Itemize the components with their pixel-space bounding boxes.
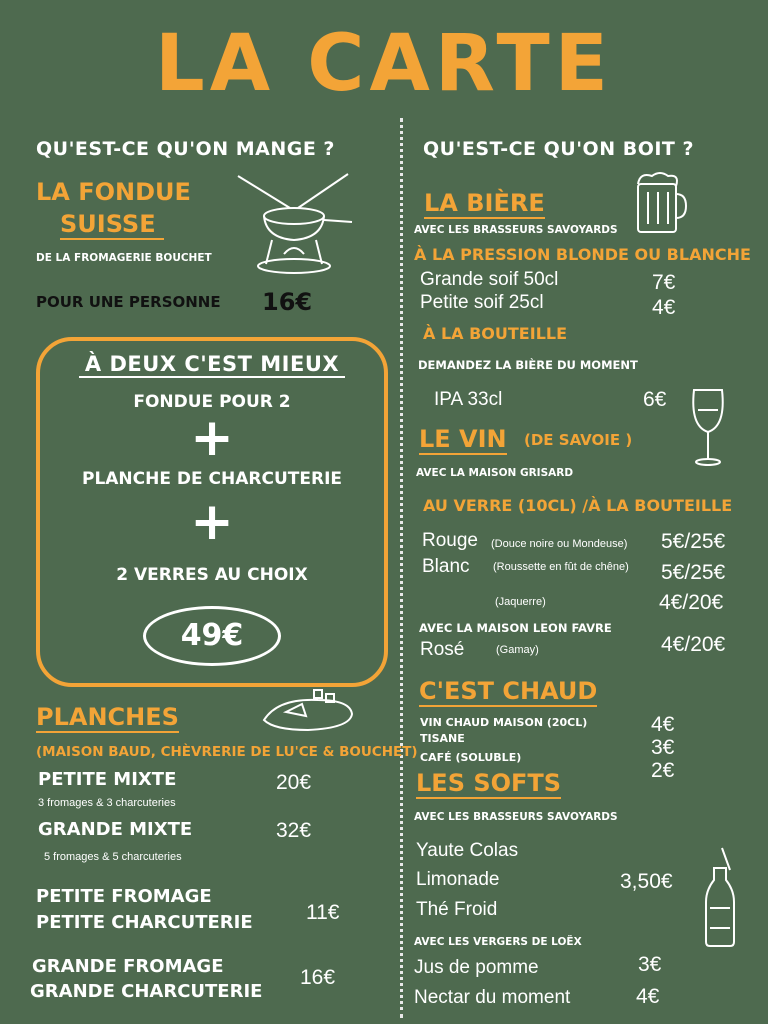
petite-charcuterie: PETITE CHARCUTERIE: [36, 912, 253, 933]
jus-pomme-price: 3€: [638, 953, 662, 976]
ipa-price: 6€: [643, 388, 667, 411]
biere-pression: À LA PRESSION BLONDE OU BLANCHE: [414, 245, 751, 264]
deux-price: 49€: [180, 618, 244, 653]
grande-price: 16€: [300, 966, 336, 989]
per-person-price: 16€: [262, 288, 313, 316]
fondue-title-1: LA FONDUE: [36, 178, 191, 206]
petite-price: 11€: [306, 901, 340, 924]
blanc-note: (Roussette en fût de chêne): [493, 561, 629, 573]
petite-mixte: PETITE MIXTE: [38, 769, 177, 790]
jaquerre-price: 4€/20€: [659, 591, 724, 614]
chaud-tisane: TISANE: [420, 732, 465, 745]
deux-title: [36, 352, 388, 376]
chaud-vin-price: 4€: [651, 713, 675, 736]
vin-title: LE VIN: [419, 425, 507, 453]
soft-limonade: Limonade: [416, 869, 500, 890]
biere-title: LA BIÈRE: [424, 189, 545, 217]
softs-source: AVEC LES BRASSEURS SAVOYARDS: [414, 811, 618, 823]
jus-pomme: Jus de pomme: [414, 957, 539, 978]
fondue-pot-icon: [228, 168, 358, 278]
page-title: LA CARTE: [155, 19, 613, 109]
deux-line-2: PLANCHE DE CHARCUTERIE: [81, 469, 343, 489]
beer-mug-icon: [634, 170, 688, 236]
fondue-source: DE LA FROMAGERIE BOUCHET: [36, 252, 212, 264]
plus-icon: +: [190, 408, 234, 468]
grande-mixte-desc: 5 fromages & 5 charcuteries: [44, 851, 182, 863]
biere-source: AVEC LES BRASSEURS SAVOYARDS: [414, 224, 618, 236]
grande-charcuterie: GRANDE CHARCUTERIE: [30, 981, 263, 1002]
chaud-title: C'EST CHAUD: [419, 677, 598, 705]
grande-soif-price: 7€: [652, 271, 676, 294]
per-person-label: POUR UNE PERSONNE: [36, 293, 221, 311]
soft-the: Thé Froid: [416, 899, 498, 920]
softs-title: LES SOFTS: [416, 769, 562, 797]
chaud-tisane-price: 3€: [651, 736, 675, 759]
column-divider: [400, 118, 403, 1018]
softs-vergers: AVEC LES VERGERS DE LOËX: [414, 936, 582, 948]
petite-soif: Petite soif 25cl: [420, 292, 544, 313]
nectar-price: 4€: [636, 985, 660, 1008]
softs-price: 3,50€: [620, 870, 673, 893]
fondue-title-2: SUISSE: [60, 210, 164, 240]
blanc: Blanc: [422, 556, 470, 577]
petite-soif-price: 4€: [652, 296, 676, 319]
vin-source: AVEC LA MAISON GRISARD: [416, 467, 574, 479]
biere-moment: DEMANDEZ LA BIÈRE DU MOMENT: [418, 358, 638, 372]
cheese-board-icon: [258, 686, 358, 736]
grande-soif: Grande soif 50cl: [420, 269, 559, 290]
planches-title: PLANCHES: [36, 703, 179, 731]
jaquerre-note: (Jaquerre): [495, 596, 546, 608]
petite-mixte-desc: 3 fromages & 3 charcuteries: [38, 797, 176, 809]
biere-bouteille: À LA BOUTEILLE: [423, 324, 568, 343]
grande-mixte-price: 32€: [276, 819, 312, 842]
rose-note: (Gamay): [496, 644, 539, 656]
chaud-cafe-price: 2€: [651, 759, 675, 782]
deux-title-text: À DEUX C'EST MIEUX: [79, 352, 345, 378]
rose-price: 4€/20€: [661, 633, 726, 656]
grande-mixte: GRANDE MIXTE: [38, 819, 193, 840]
petite-mixte-price: 20€: [276, 771, 312, 794]
rose: Rosé: [420, 639, 465, 660]
chaud-cafe: CAFÉ (SOLUBLE): [420, 751, 522, 764]
soft-yaute: Yaute Colas: [416, 840, 519, 861]
vin-favre: AVEC LA MAISON LEON FAVRE: [419, 621, 612, 635]
nectar: Nectar du moment: [414, 987, 571, 1008]
deux-line-3: 2 VERRES AU CHOIX: [116, 565, 308, 585]
rouge-note: (Douce noire ou Mondeuse): [491, 538, 628, 550]
vin-verre: AU VERRE (10CL) /À LA BOUTEILLE: [423, 496, 733, 515]
deux-line-1: FONDUE POUR 2: [133, 392, 291, 412]
rouge-price: 5€/25€: [661, 530, 726, 553]
ipa: IPA 33cl: [434, 389, 503, 410]
rouge: Rouge: [422, 530, 478, 551]
planches-source: (MAISON BAUD, CHÈVRERIE DE LU'CE & BOUCHET): [36, 744, 418, 760]
vin-subtitle: (DE SAVOIE ): [524, 431, 633, 449]
chaud-vin: VIN CHAUD MAISON (20CL): [420, 716, 588, 729]
plus-icon: +: [190, 492, 234, 552]
petite-fromage: PETITE FROMAGE: [36, 886, 212, 907]
grande-fromage: GRANDE FROMAGE: [32, 956, 224, 977]
food-heading: QU'EST-CE QU'ON MANGE ?: [36, 138, 335, 160]
wine-glass-icon: [688, 386, 728, 468]
blanc-price: 5€/25€: [661, 561, 726, 584]
bottle-icon: [700, 846, 740, 950]
drinks-heading: QU'EST-CE QU'ON BOIT ?: [423, 138, 695, 160]
